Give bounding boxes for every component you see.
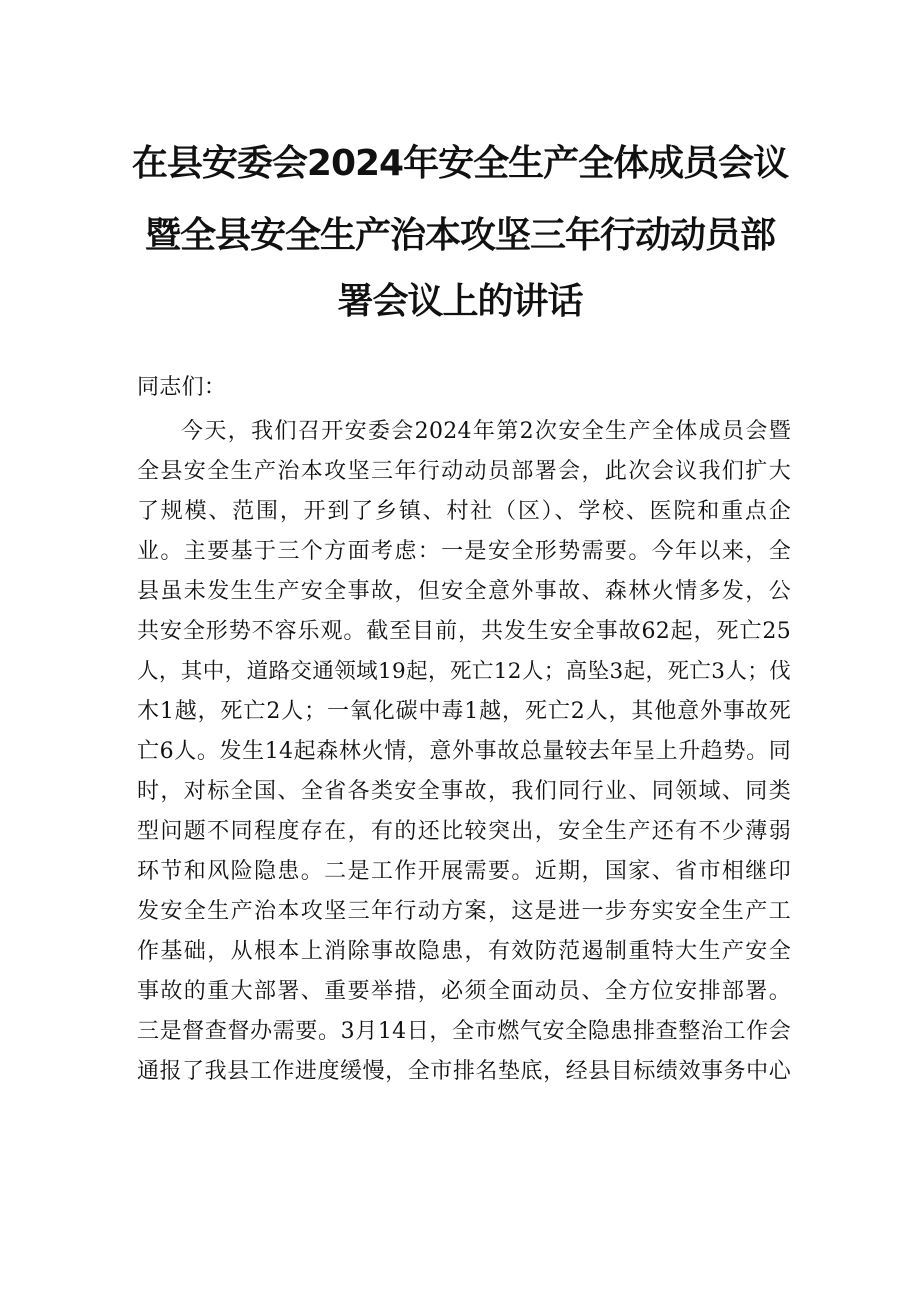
body-line: 木1越，死亡2人；一氧化碳中毒1越，死亡2人，其他意外事故死 (137, 699, 791, 724)
body-line: 发安全生产治本攻坚三年行动方案，这是进一步夯实安全生产工 (137, 899, 791, 924)
body-line: 业。主要基于三个方面考虑：一是安全形势需要。今年以来，全 (137, 539, 791, 564)
body-line: 时，对标全国、全省各类安全事故，我们同行业、同领域、同类 (137, 779, 791, 804)
body-line: 人，其中，道路交通领域19起，死亡12人；高坠3起，死亡3人；伐 (137, 659, 791, 684)
body-line: 了规模、范围，开到了乡镇、村社（区）、学校、医院和重点企 (137, 499, 791, 524)
body-line: 今天，我们召开安委会2024年第2次安全生产全体成员会暨 (181, 419, 791, 444)
body-line: 型问题不同程度存在，有的还比较突出，安全生产还有不少薄弱 (137, 819, 791, 844)
title-line-2: 暨全县安全生产治本攻坚三年行动动员部 (144, 215, 775, 256)
body-line: 县虽未发生生产安全事故，但安全意外事故、森林火情多发，公 (137, 579, 791, 604)
title-line-1: 在县安委会2024年安全生产全体成员会议 (131, 143, 789, 184)
body-line: 通报了我县工作进度缓慢，全市排名垫底，经县目标绩效事务中心 (137, 1059, 791, 1084)
body-line: 三是督查督办需要。3月14日，全市燃气安全隐患排查整治工作会 (137, 1019, 791, 1044)
body-line: 事故的重大部署、重要举措，必须全面动员、全方位安排部署。 (137, 979, 791, 1004)
body-line: 作基础，从根本上消除事故隐患，有效防范遏制重特大生产安全 (137, 939, 791, 964)
body-line: 全县安全生产治本攻坚三年行动动员部署会，此次会议我们扩大 (137, 459, 791, 484)
title-line-3: 署会议上的讲话 (337, 281, 583, 322)
body-line: 亡6人。发生14起森林火情，意外事故总量较去年呈上升趋势。同 (137, 739, 791, 764)
body-line: 环节和风险隐患。二是工作开展需要。近期，国家、省市相继印 (137, 859, 791, 884)
salutation: 同志们： (137, 375, 227, 400)
body-line: 共安全形势不容乐观。截至目前，共发生安全事故62起，死亡25 (137, 619, 791, 644)
body-paragraph (137, 412, 791, 1172)
